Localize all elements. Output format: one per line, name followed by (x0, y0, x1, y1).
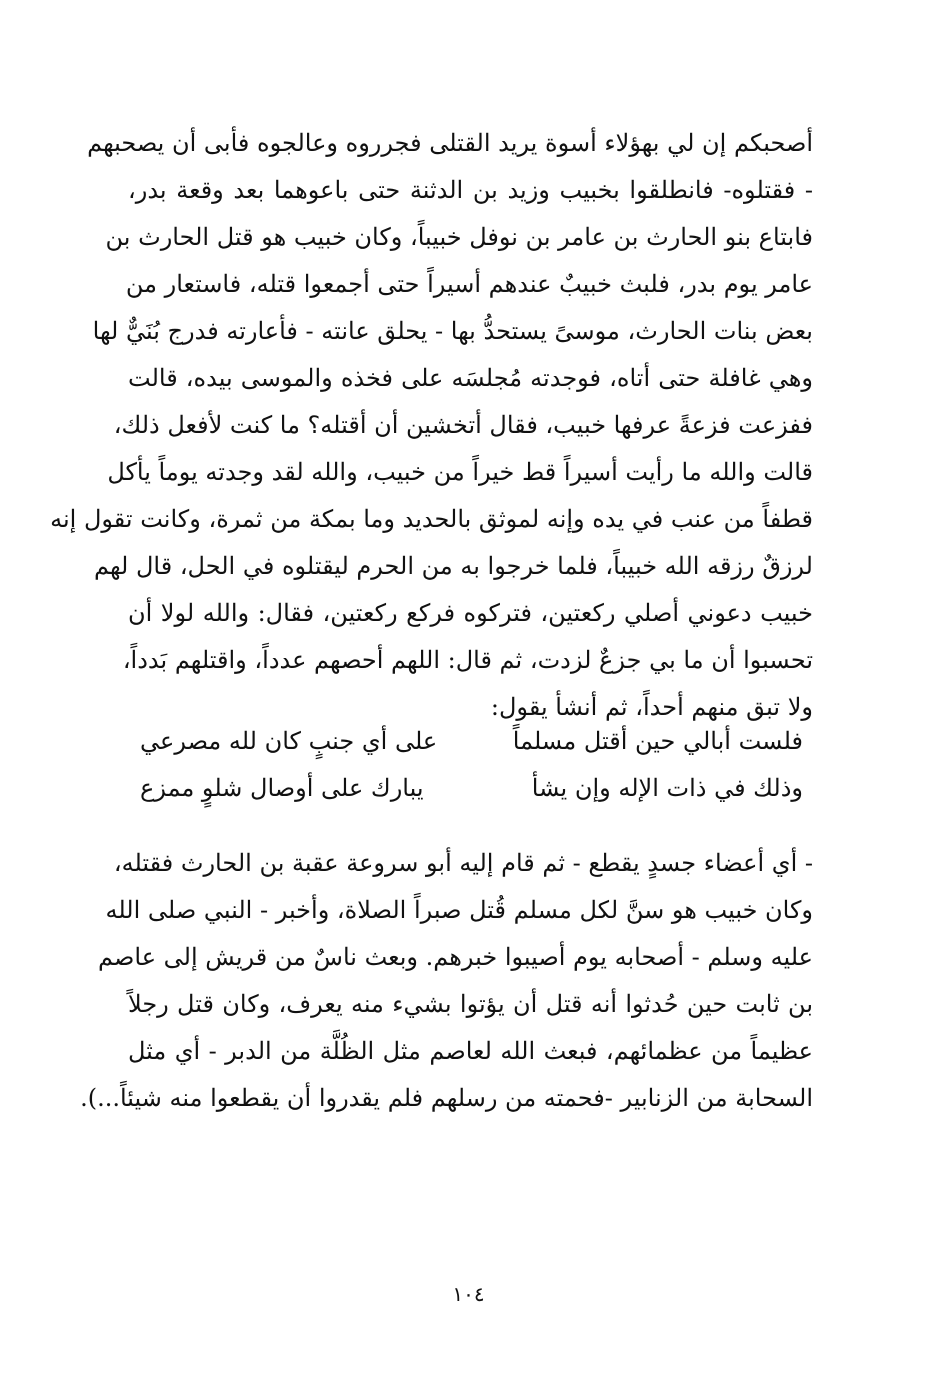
text-line: ولا تبق منهم أحداً، ثم أنشأ يقول: (490, 693, 813, 721)
text-line: بعض بنات الحارث، موسىً يستحدُّ بها - يحلق عانته - فأعارته فدرج بُنَيٌّ لها (92, 317, 813, 345)
poem-verse (128, 718, 813, 765)
second-hemistich: يبارك على أوصال شلوٍ ممزع (140, 774, 424, 802)
first-hemistich: فلست أبالي حين أقتل مسلماً (512, 727, 803, 755)
text-line: تحسبوا أن ما بي جزعٌ لزدت، ثم قال: اللهم أحصهم عدداً، واقتلهم بَدداً، (122, 646, 813, 674)
text-line: عظيماً من عظمائهم، فبعث الله لعاصم مثل الظُلَّة من الدبر - أي مثل (128, 1037, 813, 1065)
first-hemistich: وذلك في ذات الإله وإن يشأ (531, 774, 803, 802)
text-line: فابتاع بنو الحارث بن عامر بن نوفل خبيباً، وكان خبيب هو قتل الحارث بن (105, 223, 813, 251)
text-line: قطفاً من عنب في يده وإنه لموثق بالحديد وما بمكة من ثمرة، وكانت تقول إنه (50, 505, 813, 533)
text-line: قالت والله ما رأيت أسيراً قط خيراً من خبيب، والله لقد وجدته يوماً يأكل (107, 458, 813, 486)
text-line: خبيب دعوني أصلي ركعتين، فتركوه فركع ركعتين، فقال: والله لولا أن (128, 599, 813, 627)
text-line: عامر يوم بدر، فلبث خبيبٌ عندهم أسيراً حتى أجمعوا قتله، فاستعار من (125, 270, 813, 298)
text-line: ففزعت فزعةً عرفها خبيب، فقال أتخشين أن أقتله؟ ما كنت لأفعل ذلك، (113, 411, 813, 439)
page-number: ١٠٤ (452, 1282, 485, 1306)
poem (128, 718, 813, 812)
text-line: - أي أعضاء جسدٍ يقطع - ثم قام إليه أبو سروعة عقبة بن الحارث فقتله، (113, 849, 813, 877)
poem-verse (128, 765, 813, 812)
text-line: السحابة من الزنابير -فحمته من رسلهم فلم يقدروا أن يقطعوا منه شيئاً...). (80, 1084, 813, 1112)
text-line: بن ثابت حين حُدثوا أنه قتل أن يؤتوا بشيء منه يعرف، وكان قتل رجلاً (128, 990, 813, 1018)
second-hemistich: على أي جنبٍ كان لله مصرعي (140, 727, 438, 755)
text-line: أصحبكم إن لي بهؤلاء أسوة يريد القتلى فجرروه وعالجوه فأبى أن يصحبهم (87, 129, 813, 157)
text-line: وكان خبيب هو سنَّ لكل مسلم قُتل صبراً الصلاة، وأخبر - النبي صلى الله (105, 896, 813, 924)
paragraph-2 (80, 840, 813, 1122)
text-line: عليه وسلم - أصحابه يوم أصيبوا خبرهم. وبعث ناسٌ من قريش إلى عاصم (98, 943, 813, 971)
paragraph-1 (50, 120, 813, 731)
text-line: - فقتلوه- فانطلقوا بخبيب وزيد بن الدثنة حتى باعوهما بعد وقعة بدر، (128, 176, 813, 204)
text-line: وهي غافلة حتى أتاه، فوجدته مُجلسَه على فخذه والموسى بيده، قالت (128, 364, 813, 392)
text-line: لرزقٌ رزقه الله خبيباً، فلما خرجوا به من الحرم ليقتلوه في الحل، قال لهم (93, 552, 813, 580)
